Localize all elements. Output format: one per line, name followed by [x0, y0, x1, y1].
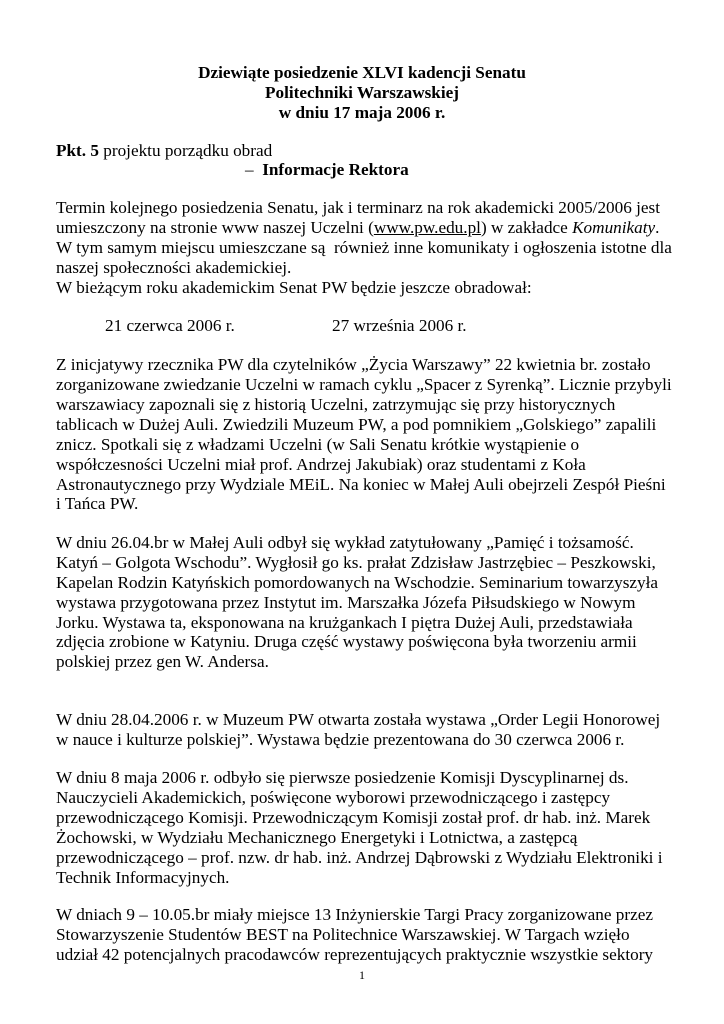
paragraph-line: Astronautycznego przy Wydziale MEiL. Na koniec w Małej Auli obejrzeli Zespół Pieśni	[56, 475, 666, 494]
paragraph-line: przewodniczącego Komisji. Przewodniczącym Komisji został prof. dr hab. inż. Marek	[56, 808, 651, 827]
paragraph-line: Termin kolejnego posiedzenia Senatu, jak i terminarz na rok akademicki 2005/2006 jest	[56, 198, 660, 217]
text-span: .	[655, 218, 660, 237]
agenda-item-title: Informacje Rektora	[262, 160, 409, 179]
text-span: umieszczony na stronie www naszej Uczelni (	[56, 218, 374, 237]
paragraph-line: W bieżącym roku akademickim Senat PW będzie jeszcze obradował:	[56, 278, 532, 297]
agenda-point	[56, 139, 272, 162]
senate-date-2: 27 września 2006 r.	[332, 316, 467, 335]
paragraph-line: W dniu 8 maja 2006 r. odbyło się pierwsze posiedzenie Komisji Dyscyplinarnej ds.	[56, 768, 629, 787]
document-title-line-1: Dziewiąte posiedzenie XLVI kadencji Senatu	[198, 63, 526, 82]
paragraph-line: Katyń – Golgota Wschodu”. Wygłosił go ks. prałat Zdzisław Jastrzębiec – Peszkowski,	[56, 553, 656, 572]
senate-date-1: 21 czerwca 2006 r.	[105, 316, 235, 335]
paragraph-line: W dniach 9 – 10.05.br miały miejsce 13 Inżynierskie Targi Pracy zorganizowane przez	[56, 905, 653, 924]
paragraph-line: w nauce i kulturze polskiej”. Wystawa będzie prezentowana do 30 czerwca 2006 r.	[56, 730, 625, 749]
paragraph-line: W dniu 28.04.2006 r. w Muzeum PW otwarta została wystawa „Order Legii Honorowej	[56, 710, 661, 729]
agenda-item-dash: –	[245, 160, 263, 179]
paragraph-line: Technik Informacyjnych.	[56, 868, 230, 887]
paragraph-line: wystawa przygotowana przez Instytut im. Marszałka Józefa Piłsudskiego w Nowym	[56, 593, 636, 612]
document-title-line-2: Politechniki Warszawskiej	[265, 83, 459, 102]
paragraph-line: zdjęcia zrobione w Katyniu. Druga część wystawy poświęcona była tworzeniu armii	[56, 632, 637, 651]
text-span: ) w zakładce	[480, 218, 573, 237]
komunikaty-italic: Komunikaty	[572, 218, 656, 237]
paragraph-line: przewodniczącego – prof. nzw. dr hab. inż. Andrzej Dąbrowski z Wydziału Elektroniki i	[56, 848, 663, 867]
paragraph-line: warszawiacy zapoznali się z historią Uczelni, zatrzymując się przy historycznych	[56, 395, 616, 414]
paragraph-line: W tym samym miejscu umieszczane są również inne komunikaty i ogłoszenia istotne dla	[56, 238, 672, 257]
paragraph-line: Nauczycieli Akademickich, poświęcone wyborowi przewodniczącego i zastępcy	[56, 788, 611, 807]
paragraph-line: Stowarzyszenie Studentów BEST na Politechnice Warszawskiej. W Targach wzięło	[56, 925, 630, 944]
agenda-point-text: projektu porządku obrad	[98, 141, 273, 160]
paragraph-line: Kapelan Rodzin Katyńskich pomordowanych na Wschodzie. Seminarium towarzyszyła	[56, 573, 659, 592]
paragraph-line: polskiej przez gen W. Andersa.	[56, 652, 269, 671]
paragraph-line: udział 42 potencjalnych pracodawców reprezentujących praktycznie wszystkie sektory	[56, 945, 654, 964]
paragraph-line: znicz. Spotkali się z władzami Uczelni (w Sali Senatu krótkie wystąpienie o	[56, 435, 580, 454]
paragraph-line: Żochowski, w Wydziału Mechanicznego Energetyki i Lotnictwa, a zastępcą	[56, 828, 578, 847]
paragraph-line: tablicach w Dużej Auli. Zwiedzili Muzeum PW, a pod pomnikiem „Golskiego” zapalili	[56, 415, 657, 434]
document-title-line-3: w dniu 17 maja 2006 r.	[278, 103, 446, 122]
agenda-item	[245, 158, 409, 181]
agenda-point-label: Pkt. 5	[56, 141, 99, 160]
paragraph-line: Jorku. Wystawa ta, eksponowana na krużgankach I piętra Dużej Auli, przedstawiała	[56, 613, 633, 632]
paragraph-line: zorganizowane zwiedzanie Uczelni w ramach cyklu „Spacer z Syrenką”. Licznie przybyli	[56, 375, 672, 394]
website-link[interactable]: www.pw.edu.pl	[373, 218, 481, 237]
paragraph-line: W dniu 26.04.br w Małej Auli odbył się wykład zatytułowany „Pamięć i tożsamość.	[56, 533, 634, 552]
paragraph-line: naszej społeczności akademickiej.	[56, 258, 292, 277]
page-number: 1	[359, 968, 365, 982]
paragraph-line: współczesności Uczelni miał prof. Andrzej Jakubiak) oraz studentami z Koła	[56, 455, 586, 474]
paragraph-line: Z inicjatywy rzecznika PW dla czytelników „Życia Warszawy” 22 kwietnia br. zostało	[56, 355, 651, 374]
paragraph-line: i Tańca PW.	[56, 494, 139, 513]
